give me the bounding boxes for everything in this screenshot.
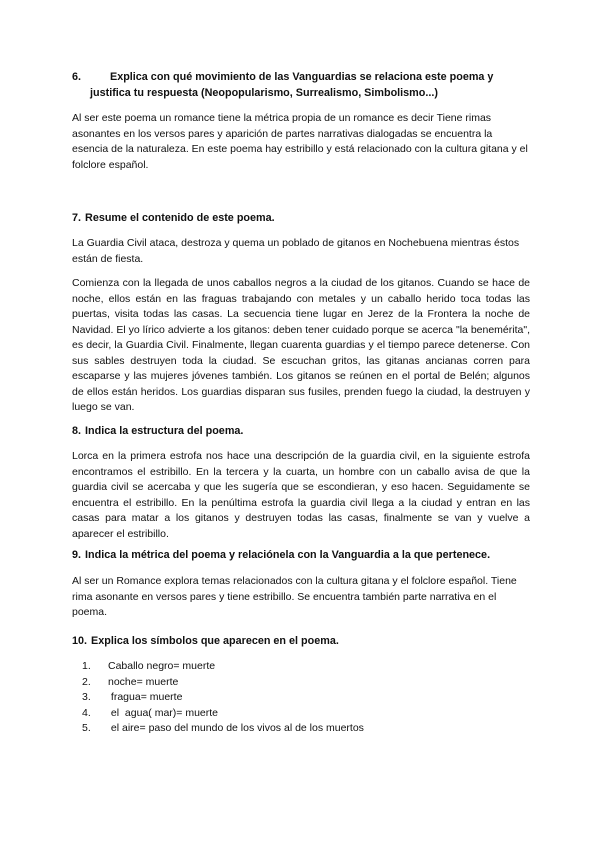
question-9-heading bbox=[72, 548, 532, 564]
question-7-heading bbox=[72, 211, 532, 227]
symbols-list bbox=[82, 659, 364, 737]
list-item: 5. el aire= paso del mundo de los vivos al de los muertos bbox=[82, 722, 364, 734]
question-9-title: Indica la métrica del poema y relaciónela con la Vanguardia a la que pertenece. bbox=[85, 549, 491, 561]
question-8-answer: Lorca en la primera estrofa nos hace una descripción de la guardia civil, en la siguiente estrofa encontramos el estribillo. En la tercera y la cuarta, un hombre con un caballo avisa de que la guardia civil se acercaba y que les sugería que se escondieran, y eso hacen. Seguidamente se encuentra el estribillo. En la penúltima estrofa la guardia civil llega a la ciudad y entran en las casas para matar a los gitanos y destruyen todas las casas, finalmente se van y vuelve a aparecer el estribillo. bbox=[72, 450, 530, 540]
question-8-number: 8. bbox=[72, 425, 82, 437]
question-7-answer-detail: Comienza con la llegada de unos caballos negros a la ciudad de los gitanos. Cuando se hace de noche, ellos están en las fraguas trabajando con metales y un caballo herido toca todas las puertas, visita todas las casas. La secuencia tiene lugar en Jerez de la Frontera la noche de Navidad. El yo lírico advierte a los gitanos: deben tener cuidado porque se acerca "la benemérita", es decir, la Guardia Civil. Finalmente, llegan cuarenta guardias y el tiempo parece detenerse. Con sus sables destruyen toda la ciudad. Se escuchan gritos, las gitanas ancianas corren para escaparse y las mujeres jóvenes también. Los gitanos se reúnen en el portal de Belén; algunos de ellos están heridos. Los guardias disparan sus fusiles, prenden fuego la ciudad, la destruyen y luego se van. bbox=[72, 277, 530, 413]
question-8-title: Indica la estructura del poema. bbox=[85, 425, 244, 437]
question-7-title: Resume el contenido de este poema. bbox=[85, 212, 275, 224]
list-item: 2. noche= muerte bbox=[82, 675, 179, 688]
list-item: 1. Caballo negro= muerte bbox=[82, 660, 216, 672]
question-6-answer: Al ser este poema un romance tiene la métrica propia de un romance es decir Tiene rimas asonantes en los versos pares y aparición de partes narrativas dialogadas se encuentra la esencia de la naturaleza. En este poema hay estribillo y está relacionado con la cultura gitana y el folclore español. bbox=[72, 112, 528, 171]
question-8-heading bbox=[72, 424, 532, 440]
question-7-number: 7. bbox=[72, 212, 82, 224]
question-6-heading bbox=[72, 70, 532, 101]
question-6-number: 6. bbox=[72, 71, 82, 83]
list-item: 4. el agua( mar)= muerte bbox=[82, 706, 219, 719]
question-7-answer-summary: La Guardia Civil ataca, destroza y quema un poblado de gitanos en Nochebuena mientras éstos están de fiesta. bbox=[72, 237, 520, 265]
question-9-number: 9. bbox=[72, 549, 82, 561]
question-6-title-line-1: Explica con qué movimiento de las Vanguardias se relaciona este poema y bbox=[110, 71, 494, 83]
question-6-title-line-2: justifica tu respuesta (Neopopularismo, Surrealismo, Simbolismo...) bbox=[90, 86, 438, 99]
question-10-title: Explica los símbolos que aparecen en el poema. bbox=[91, 635, 339, 647]
list-item: 3. fragua= muerte bbox=[82, 691, 183, 703]
question-10-number: 10. bbox=[72, 635, 88, 647]
question-10-heading bbox=[72, 634, 532, 650]
question-9-answer: Al ser un Romance explora temas relacionados con la cultura gitana y el folclore español. Tiene rima asonante en versos pares y tiene estribillo. Se encuentra también parte narrativa en el poema. bbox=[72, 575, 517, 618]
